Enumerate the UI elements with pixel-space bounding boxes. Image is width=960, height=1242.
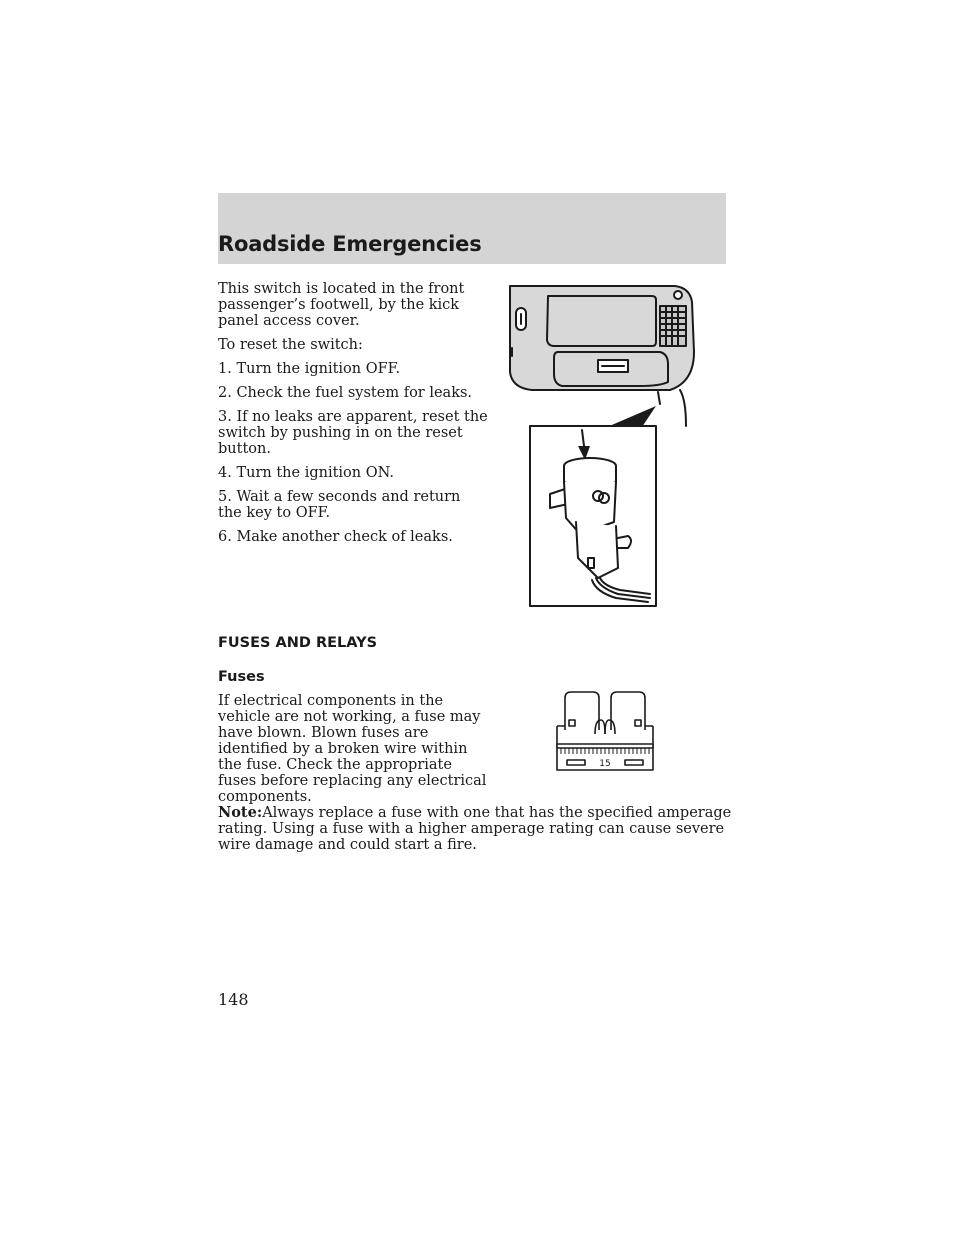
fuses-subheading: Fuses (218, 669, 265, 685)
switch-location-paragraph: This switch is located in the front passenger’s footwell, by the kick panel access cover. (218, 281, 465, 329)
reset-step: 4. Turn the ignition ON. (218, 465, 394, 481)
fuses-paragraph: If electrical components in the vehicle are not working, a fuse may have blown. Blown fuses are identified by a broken wire within the fuse. Check the appropriate fuses before replacing any electrical components. (218, 693, 487, 805)
reset-step: 6. Make another check of leaks. (218, 529, 453, 545)
fuses-relays-heading: FUSES AND RELAYS (218, 635, 378, 651)
blade-fuse-illustration (555, 690, 655, 772)
reset-step: 1. Turn the ignition OFF. (218, 361, 401, 377)
note-text: Always replace a fuse with one that has the specified amperage rating. Using a fuse with a higher amperage rating can cause severe wire damage and could start a fire. (218, 805, 732, 853)
reset-step: 5. Wait a few seconds and return the key to OFF. (218, 489, 461, 521)
section-title: Roadside Emergencies (218, 232, 482, 256)
fuse-rating-label: 15 (599, 759, 611, 769)
reset-intro: To reset the switch: (218, 337, 363, 353)
reset-switch-text (218, 281, 488, 553)
inertia-switch-illustration (500, 282, 712, 608)
note-paragraph (218, 805, 738, 853)
page-number: 148 (218, 990, 249, 1009)
reset-step: 2. Check the fuel system for leaks. (218, 385, 473, 401)
note-label: Note: (218, 804, 263, 821)
reset-step: 3. If no leaks are apparent, reset the switch by pushing in on the reset button. (218, 409, 488, 457)
